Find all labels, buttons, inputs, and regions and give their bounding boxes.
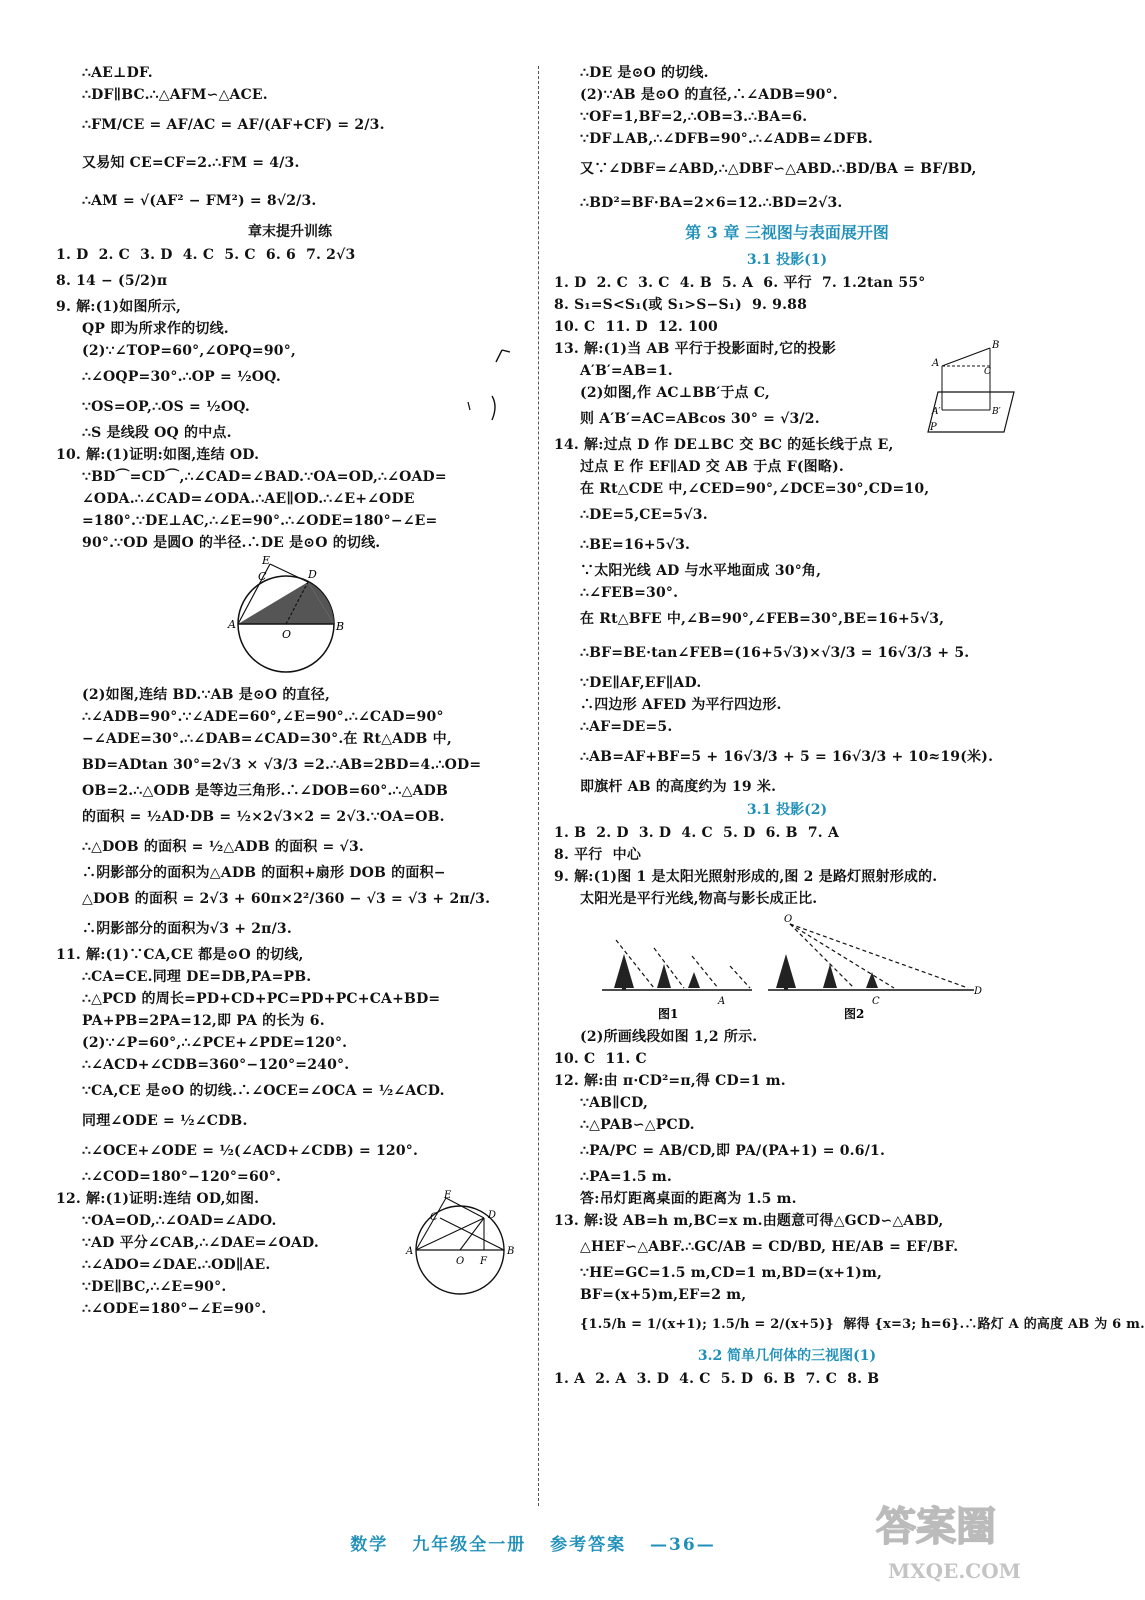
figure-1-label: 图1 bbox=[658, 1007, 679, 1021]
text-line: ∴PA/PC = AB/CD,即 PA/(PA+1) = 0.6/1. bbox=[580, 1143, 886, 1159]
text-line: 又易知 CE=CF=2.∴FM = 4/3. bbox=[82, 155, 300, 171]
footer-subject: 数学 bbox=[350, 1535, 389, 1555]
text-line: ∴AB=AF+BF=5 + 16√3/3 + 5 = 16√3/3 + 10≈19(米). bbox=[580, 749, 994, 765]
text-line: 太阳光是平行光线,物高与影长成正比. bbox=[580, 891, 818, 907]
text-line: 1. D 2. C 3. C 4. B 5. A 6. 平行 7. 1.2tan 55° bbox=[554, 275, 926, 291]
left-block-a bbox=[56, 62, 524, 220]
text-line: ∠ODA.∴∠CAD=∠ODA.∴AE∥OD.∴∠E+∠ODE bbox=[82, 491, 415, 507]
text-line: △DOB 的面积 = 2√3 + 60π×2²/360 − √3 = √3 + 2π/3. bbox=[82, 891, 491, 907]
text-line: ∴PA=1.5 m. bbox=[580, 1169, 672, 1185]
text-line: ∴四边形 AFED 为平行四边形. bbox=[580, 697, 782, 713]
svg-text:A′: A′ bbox=[932, 407, 941, 417]
text-line: A′B′=AB=1. bbox=[580, 363, 673, 379]
svg-text:E: E bbox=[262, 554, 271, 567]
svg-text:E: E bbox=[444, 1190, 452, 1201]
text-line: 1. D 2. C 3. D 4. C 5. C 6. 6 7. 2√3 bbox=[56, 247, 356, 263]
problem-12-block bbox=[56, 1188, 524, 1320]
text-line: ∴BE=16+5√3. bbox=[580, 537, 691, 553]
svg-text:O: O bbox=[784, 914, 793, 925]
text-line: ∵BD⌒=CD⌒,∴∠CAD=∠BAD.∵OA=OD,∴∠OAD= bbox=[82, 469, 447, 485]
text-line: (2)如图,连结 BD.∵AB 是⊙O 的直径, bbox=[82, 687, 331, 703]
svg-text:F: F bbox=[480, 1256, 487, 1267]
text-line: ∵AB∥CD, bbox=[580, 1095, 649, 1111]
text-line: 9. 解:(1)图 1 是太阳光照射形成的,图 2 是路灯照射形成的. bbox=[554, 869, 938, 885]
text-line: ∴AE⊥DF. bbox=[82, 65, 153, 81]
text-line: ∴DE=5,CE=5√3. bbox=[580, 507, 708, 523]
right-block-e bbox=[554, 1368, 1020, 1390]
footer-title: 参考答案 bbox=[550, 1535, 627, 1555]
page-number: —36— bbox=[650, 1535, 716, 1555]
watermark-logo-text: 答案圈 bbox=[876, 1503, 996, 1550]
right-block-d bbox=[554, 1026, 1145, 1344]
text-line: 在 Rt△BFE 中,∠B=90°,∠FEB=30°,BE=16+5√3, bbox=[580, 611, 945, 627]
text-line: (2)所画线段如图 1,2 所示. bbox=[580, 1029, 758, 1045]
svg-text:C: C bbox=[984, 367, 991, 377]
column-divider bbox=[538, 66, 539, 1506]
text-line: ∵CA,CE 是⊙O 的切线.∴∠OCE=∠OCA = ½∠ACD. bbox=[82, 1083, 445, 1099]
text-line: ∵DE∥BC,∴∠E=90°. bbox=[82, 1279, 227, 1295]
left-column bbox=[56, 62, 524, 1320]
svg-text:D: D bbox=[308, 568, 317, 581]
svg-text:O: O bbox=[282, 628, 292, 641]
text-line: 90°.∵OD 是圆O 的半径.∴DE 是⊙O 的切线. bbox=[82, 535, 381, 551]
svg-text:B: B bbox=[507, 1246, 515, 1257]
watermark-logo bbox=[866, 1490, 1036, 1590]
svg-text:A: A bbox=[406, 1246, 414, 1257]
text-line: −∠ADE=30°.∴∠DAB=∠CAD=30°.在 Rt△ADB 中, bbox=[82, 731, 452, 747]
text-line: 10. 解:(1)证明:如图,连结 OD. bbox=[56, 447, 260, 463]
text-line: ∴△PAB∽△PCD. bbox=[580, 1117, 695, 1133]
right-block-c bbox=[554, 822, 1020, 910]
text-line: ∵HE=GC=1.5 m,CD=1 m,BD=(x+1)m, bbox=[580, 1265, 883, 1281]
text-line: (2)∵∠TOP=60°,∠OPQ=90°, bbox=[82, 343, 296, 359]
svg-text:D: D bbox=[974, 986, 983, 997]
text-line: △HEF∽△ABF.∴GC/AB = CD/BD, HE/AB = EF/BF. bbox=[580, 1239, 959, 1255]
text-line: 8. S₁=S<S₁(或 S₁>S−S₁) 9. 9.88 bbox=[554, 297, 808, 313]
text-line: ∴AF=DE=5. bbox=[580, 719, 673, 735]
left-block-c bbox=[56, 684, 524, 1320]
text-line: 则 A′B′=AC=ABcos 30° = √3/2. bbox=[580, 411, 820, 427]
footer-grade: 九年级全一册 bbox=[412, 1535, 527, 1555]
right-block-b bbox=[554, 272, 1020, 798]
text-line: 13. 解:设 AB=h m,BC=x m.由题意可得△GCD∽△ABD, bbox=[554, 1213, 944, 1229]
text-line: OB=2.∴△ODB 是等边三角形.∴∠DOB=60°.∴△ADB bbox=[82, 783, 449, 799]
text-line: ∵DE∥AF,EF∥AD. bbox=[580, 675, 702, 691]
svg-text:A: A bbox=[718, 996, 726, 1007]
text-line: ∴△PCD 的周长=PD+CD+PC=PD+PC+CA+BD= bbox=[82, 991, 441, 1007]
svg-text:C: C bbox=[872, 996, 880, 1007]
svg-text:C: C bbox=[430, 1212, 438, 1223]
text-line: (2)∵∠P=60°,∴∠PCE+∠PDE=120°. bbox=[82, 1035, 348, 1051]
left-block-b bbox=[56, 244, 524, 554]
text-line: (2)如图,作 AC⊥BB′于点 C, bbox=[580, 385, 770, 401]
text-line: ∴△DOB 的面积 = ½△ADB 的面积 = √3. bbox=[82, 839, 364, 855]
text-line: ∵AD 平分∠CAB,∴∠DAE=∠OAD. bbox=[82, 1235, 319, 1251]
section-heading: 章末提升训练 bbox=[248, 224, 332, 240]
text-line: ∵太阳光线 AD 与水平地面成 30°角, bbox=[580, 563, 822, 579]
figure-2-label: 图2 bbox=[844, 1007, 865, 1021]
text-line: 11. 解:(1)∵CA,CE 都是⊙O 的切线, bbox=[56, 947, 304, 963]
section-title: 3.1 投影(1) bbox=[746, 252, 828, 268]
text-line: =180°.∵DE⊥AC,∴∠E=90°.∴∠ODE=180°−∠E= bbox=[82, 513, 438, 529]
text-line: ∴FM/CE = AF/AC = AF/(AF+CF) = 2/3. bbox=[82, 117, 385, 133]
watermark-url: MXQE.COM bbox=[888, 1559, 1021, 1583]
text-line: ∴CA=CE.同理 DE=DB,PA=PB. bbox=[82, 969, 312, 985]
right-block-a bbox=[554, 62, 1020, 218]
projection-plane-diagram bbox=[926, 340, 1018, 436]
shadow-figures bbox=[554, 910, 1020, 1026]
text-line: 答:吊灯距离桌面的距离为 1.5 m. bbox=[580, 1191, 797, 1207]
text-line: ∴阴影部分的面积为√3 + 2π/3. bbox=[82, 921, 292, 937]
text-line: 同理∠ODE = ½∠CDB. bbox=[82, 1113, 248, 1129]
text-line: ∴AM = √(AF² − FM²) = 8√2/3. bbox=[82, 193, 317, 209]
text-line: PA+PB=2PA=12,即 PA 的长为 6. bbox=[82, 1013, 325, 1029]
text-line: 9. 解:(1)如图所示, bbox=[56, 299, 182, 315]
text-line: 14. 解:过点 D 作 DE⊥BC 交 BC 的延长线于点 E, bbox=[554, 437, 894, 453]
right-column bbox=[554, 62, 1145, 1390]
svg-text:D: D bbox=[488, 1210, 497, 1221]
text-line: 即旗杆 AB 的高度约为 19 米. bbox=[580, 779, 777, 795]
text-line: ∴∠ADB=90°.∵∠ADE=60°,∠E=90°.∴∠CAD=90° bbox=[82, 709, 444, 725]
text-line: BF=(x+5)m,EF=2 m, bbox=[580, 1287, 747, 1303]
text-line: 12. 解:由 π·CD²=π,得 CD=1 m. bbox=[554, 1073, 786, 1089]
text-line: QP 即为所求作的切线. bbox=[82, 321, 229, 337]
text-line: ∵OF=1,BF=2,∴OB=3.∴BA=6. bbox=[580, 109, 808, 125]
text-line: (2)∵AB 是⊙O 的直径,∴∠ADB=90°. bbox=[580, 87, 838, 103]
text-line: ∴∠ODE=180°−∠E=90°. bbox=[82, 1301, 267, 1317]
text-line: {1.5/h = 1/(x+1); 1.5/h = 2/(x+5)} 解得 {x=3; h=6}.∴路灯 A 的高度 AB 为 6 m. bbox=[580, 1317, 1145, 1332]
circle-diagram bbox=[56, 554, 524, 684]
section-title: 3.1 投影(2) bbox=[746, 802, 828, 818]
text-line: ∴S 是线段 OQ 的中点. bbox=[82, 425, 232, 441]
text-line: 过点 E 作 EF∥AD 交 AB 于点 F(图略). bbox=[580, 459, 844, 475]
text-line: 12. 解:(1)证明:连结 OD,如图. bbox=[56, 1191, 260, 1207]
circle-chord-diagram bbox=[404, 1188, 520, 1306]
text-line: 1. A 2. A 3. D 4. C 5. D 6. B 7. C 8. B bbox=[554, 1371, 880, 1387]
text-line: ∴∠ADO=∠DAE.∴OD∥AE. bbox=[82, 1257, 271, 1273]
svg-text:P: P bbox=[930, 422, 937, 433]
svg-text:A: A bbox=[228, 618, 236, 631]
svg-text:C: C bbox=[258, 570, 267, 583]
text-line: 13. 解:(1)当 AB 平行于投影面时,它的投影 bbox=[554, 341, 836, 357]
text-line: 8. 14 − (5/2)π bbox=[56, 273, 168, 289]
text-line: ∵OA=OD,∴∠OAD=∠ADO. bbox=[82, 1213, 277, 1229]
text-line: ∴阴影部分的面积为△ADB 的面积+扇形 DOB 的面积− bbox=[82, 865, 446, 881]
section-title: 3.2 简单几何体的三视图(1) bbox=[697, 1348, 877, 1364]
svg-text:B: B bbox=[992, 340, 1000, 351]
svg-text:O: O bbox=[456, 1256, 465, 1267]
text-line: ∴∠ACD+∠CDB=360°−120°=240°. bbox=[82, 1057, 350, 1073]
text-line: 10. C 11. C bbox=[554, 1051, 647, 1067]
svg-text:B′: B′ bbox=[992, 407, 1001, 417]
text-line: ∴∠FEB=30°. bbox=[580, 585, 679, 601]
text-line: ∴DE 是⊙O 的切线. bbox=[580, 65, 709, 81]
text-line: ∴DF∥BC.∴△AFM∽△ACE. bbox=[82, 87, 268, 103]
text-line: 10. C 11. D 12. 100 bbox=[554, 319, 718, 335]
chapter-title: 第 3 章 三视图与表面展开图 bbox=[685, 223, 889, 242]
text-line: ∵DF⊥AB,∴∠DFB=90°.∴∠ADB=∠DFB. bbox=[580, 131, 873, 147]
text-line: 在 Rt△CDE 中,∠CED=90°,∠DCE=30°,CD=10, bbox=[580, 481, 930, 497]
sun-lamp-shadow-diagram bbox=[554, 910, 1020, 1026]
svg-text:B: B bbox=[336, 620, 345, 633]
text-line: BD=ADtan 30°=2√3 × √3/3 =2.∴AB=2BD=4.∴OD= bbox=[82, 757, 482, 773]
text-line: 的面积 = ½AD·DB = ½×2√3×2 = 2√3.∵OA=OB. bbox=[82, 809, 445, 825]
text-line: 8. 平行 中心 bbox=[554, 847, 642, 863]
text-line: 又∵∠DBF=∠ABD,∴△DBF∽△ABD.∴BD/BA = BF/BD, bbox=[580, 161, 977, 177]
tangent-sketch-figure bbox=[466, 346, 526, 436]
text-line: ∴∠COD=180°−120°=60°. bbox=[82, 1169, 282, 1185]
text-line: 1. B 2. D 3. D 4. C 5. D 6. B 7. A bbox=[554, 825, 840, 841]
geometry-figure-circle bbox=[56, 554, 524, 684]
svg-text:A: A bbox=[932, 358, 940, 369]
text-line: ∴∠OCE+∠ODE = ½(∠ACD+∠CDB) = 120°. bbox=[82, 1143, 419, 1159]
text-line: ∴BD²=BF·BA=2×6=12.∴BD=2√3. bbox=[580, 195, 843, 211]
text-line: ∵OS=OP,∴OS = ½OQ. bbox=[82, 399, 250, 415]
text-line: ∴∠OQP=30°.∴OP = ½OQ. bbox=[82, 369, 281, 385]
text-line: ∴BF=BE·tan∠FEB=(16+5√3)×√3/3 = 16√3/3 + 5. bbox=[580, 645, 970, 661]
